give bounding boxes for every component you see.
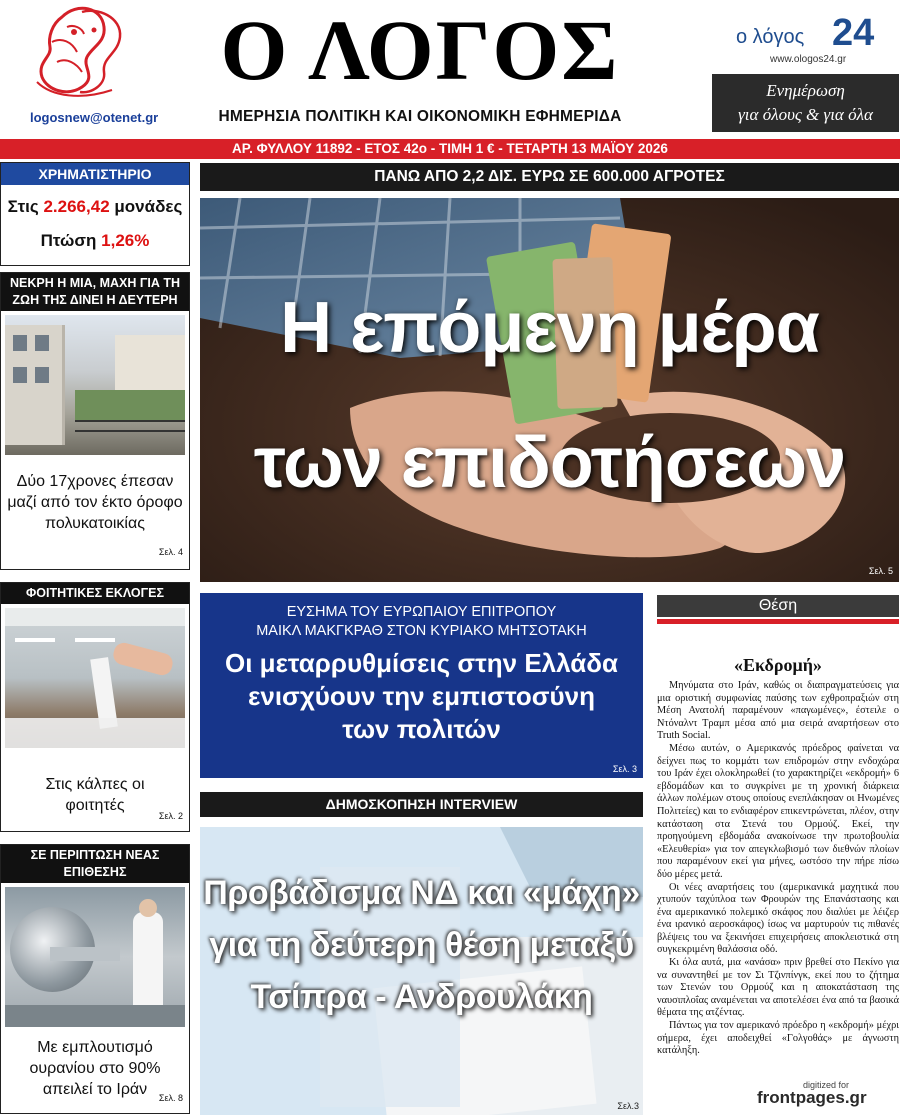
story-header: ΝΕΚΡΗ Η ΜΙΑ, ΜΑΧΗ ΓΙΑ ΤΗ ΖΩΗ ΤΗΣ ΔΙΝΕΙ Η ΔΕΥΤΕΡΗ	[1, 273, 189, 311]
story-kicker-line-2: ΜΑΙΚΛ ΜΑΚΓΚΡΑΘ ΣΤΟΝ ΚΥΡΙΑΚΟ ΜΗΤΣΟΤΑΚΗ	[256, 623, 587, 639]
story-head-line-3: των πολιτών	[342, 714, 501, 744]
ologos24-logo	[712, 10, 897, 72]
apartment-building-photo	[5, 315, 185, 455]
story-page-ref: Σελ. 8	[158, 1093, 183, 1103]
poll-page-ref: Σελ.3	[617, 1101, 639, 1111]
lead-title-line-2: των επιδοτήσεων	[253, 423, 846, 503]
stock-market-change	[1, 231, 189, 251]
slogan-line-2: για όλους & για όλα	[738, 105, 873, 124]
slogan-box	[712, 74, 899, 132]
newspaper-subtitle: ΗΜΕΡΗΣΙΑ ΠΟΛΙΤΙΚΗ ΚΑΙ ΟΙΚΟΝΟΜΙΚΗ ΕΦΗΜΕΡΙΔΑ	[218, 108, 622, 125]
contact-email: logosnew@otenet.gr	[30, 110, 159, 125]
story-fall-accident[interactable]	[0, 272, 190, 570]
slogan-line-1: Ενημέρωση	[766, 81, 845, 100]
ologos24-number: 24	[832, 12, 875, 54]
story-body: Με εμπλουτισμό ουρανίου στο 90% απειλεί το Ιράν	[29, 1039, 161, 1098]
points-suffix: μονάδες	[114, 197, 183, 216]
story-head-line-2: ενισχύουν την εμπιστοσύνη	[248, 681, 595, 711]
story-body: Στις κάλπες οι φοιτητές	[45, 776, 145, 814]
newspaper-title: Ο ΛΟΓΟΣ	[220, 2, 620, 98]
nuclear-facility-photo	[5, 887, 185, 1027]
editorial-section-header: Θέση	[657, 595, 899, 617]
issue-info-text: ΑΡ. ΦΥΛΛΟΥ 11892 - ΕΤΟΣ 42ο - ΤΙΜΗ 1 € - ΤΕΤΑΡΤΗ 13 ΜΑΪΟΥ 2026	[232, 141, 668, 156]
editorial-title: «Εκδρομή»	[734, 655, 822, 675]
story-page-ref: Σελ. 4	[158, 547, 183, 557]
editorial-paragraph: Πάντως για τον αμερικανό πρόεδρο η «εκδρομή» μέχρι σήμερα, έχει αποδειχθεί «Γολγοθάς» με άγνωστη κατάληξη.	[657, 1020, 899, 1057]
points-value: 2.266,42	[43, 197, 110, 216]
issue-info-bar	[0, 139, 900, 159]
poll-line-1: Προβάδισμα ΝΔ και «μάχη»	[203, 874, 640, 912]
stock-market-points	[1, 197, 189, 217]
story-header: ΦΟΙΤΗΤΙΚΕΣ ΕΚΛΟΓΕΣ	[1, 583, 189, 604]
hands-soil-money-image	[200, 198, 899, 582]
frontpages-watermark: frontpages.gr	[757, 1088, 867, 1107]
watermark-caption: digitized for	[803, 1080, 850, 1090]
story-head-line-1: Οι μεταρρυθμίσεις στην Ελλάδα	[225, 648, 618, 678]
story-header: ΣΕ ΠΕΡΙΠΤΩΣΗ ΝΕΑΣ ΕΠΙΘΕΣΗΣ	[1, 845, 189, 883]
poll-line-3: Τσίπρα - Ανδρουλάκη	[250, 978, 593, 1016]
poll-kicker-bar: ΔΗΜΟΣΚΟΠΗΣΗ INTERVIEW	[200, 792, 643, 817]
ballot-box-photo	[5, 608, 185, 748]
lead-page-ref: Σελ. 5	[868, 566, 893, 576]
ologos24-url: www.ologos24.gr	[770, 54, 847, 65]
editorial-paragraph: Μέσω αυτών, ο Αμερικανός πρόεδρος φαίνεται να δείχνει πως το κομμάτι των επιδρομών στην ενδοχώρα του Ιράν έχει ολοκληρωθεί (το χαρακτηρίζει «εκδρομή» 6 εβδομάδων και το συγκρίνει με τη χρονική διάρκεια άλλων πολέμων στους οποίους ενεπλάκησαν οι Ηνωμένες Πολιτείες) και το ενδιαφέρον επικεντρώνεται, πλέον, στην κατάσταση στα Στενά του Ορμούζ. Εκεί, την προηγούμενη εβδομάδα ανακοίνωσε την πρωτοβουλία «Ελευθερία» για τον απεγκλωβισμό των διεθνών πλοίων που παραμένουν εκεί για μήνες, ωστόσο την πήρε πίσω δύο μέρες μετά.	[657, 742, 899, 880]
poll-story[interactable]	[200, 827, 643, 1115]
lead-story-hero[interactable]	[200, 198, 899, 582]
eu-commissioner-story[interactable]	[200, 593, 643, 778]
poll-title	[200, 867, 643, 1023]
stock-market-box	[0, 162, 190, 266]
story-page-ref: Σελ. 2	[158, 811, 183, 821]
newspaper-logo-figure	[22, 2, 142, 102]
story-page-ref: Σελ. 3	[612, 764, 637, 774]
lead-kicker-bar: ΠΑΝΩ ΑΠΟ 2,2 ΔΙΣ. ΕΥΡΩ ΣΕ 600.000 ΑΓΡΟΤΕΣ	[200, 163, 899, 191]
poll-line-2: για τη δεύτερη θέση μεταξύ	[209, 926, 634, 964]
editorial-divider	[657, 619, 899, 624]
points-prefix: Στις	[7, 197, 39, 216]
story-iran-uranium[interactable]	[0, 844, 190, 1114]
editorial-paragraph: Κι όλα αυτά, μια «ανάσα» πριν βρεθεί στο Πεκίνο για να συναντηθεί με τον Σι Τζινπίνγκ, εκεί που το ζήτημα των Στενών του Ορμούζ και η αποκατάσταση της ναυσιπλοΐας αναμένεται να αποτελέσει ένα από τα βασικά θέματα της ατζέντας.	[657, 957, 899, 1019]
story-student-elections[interactable]	[0, 582, 190, 832]
story-body: Δύο 17χρονες έπεσαν μαζί από τον έκτο όροφο πολυκατοικίας	[7, 473, 183, 532]
change-prefix: Πτώση	[40, 231, 97, 250]
change-value: 1,26%	[101, 231, 150, 250]
ologos24-name: ο λόγος	[736, 26, 805, 48]
story-kicker-line-1: ΕΥΣΗΜΑ ΤΟΥ ΕΥΡΩΠΑΙΟΥ ΕΠΙΤΡΟΠΟΥ	[286, 604, 557, 620]
lead-title-line-1: Η επόμενη μέρα	[280, 288, 819, 368]
editorial-paragraph: Οι νέες αναρτήσεις του (αμερικανικά μαχητικά που χτυπούν ταχύπλοα των Φρουρών της Επανάστασης και ένα αμερικανικό πολεμικό σκάφος που διαλύει με λέιζερ ένα ιρανικό αεροσκάφος) ίσως να μαρτυρούν τις πιθανές βλέψεις του να ξεκινήσει επιχειρήσεις αποκλειστικά στη συγκεκριμένη θαλάσσια οδό.	[657, 881, 899, 956]
stock-market-header: ΧΡΗΜΑΤΙΣΤΗΡΙΟ	[1, 163, 189, 185]
editorial-paragraph: Μηνύματα στο Ιράν, καθώς οι διαπραγματεύσεις για μια οριστική συμφωνίας παύσης των εχθροπραξιών στη Μέση Ανατολή παραμένουν «παγωμένες», έστειλε ο Ντόναλντ Τραμπ μέσα από μια σειρά αναρτήσεων στο Truth Social.	[657, 680, 899, 742]
editorial-body	[657, 680, 899, 1112]
